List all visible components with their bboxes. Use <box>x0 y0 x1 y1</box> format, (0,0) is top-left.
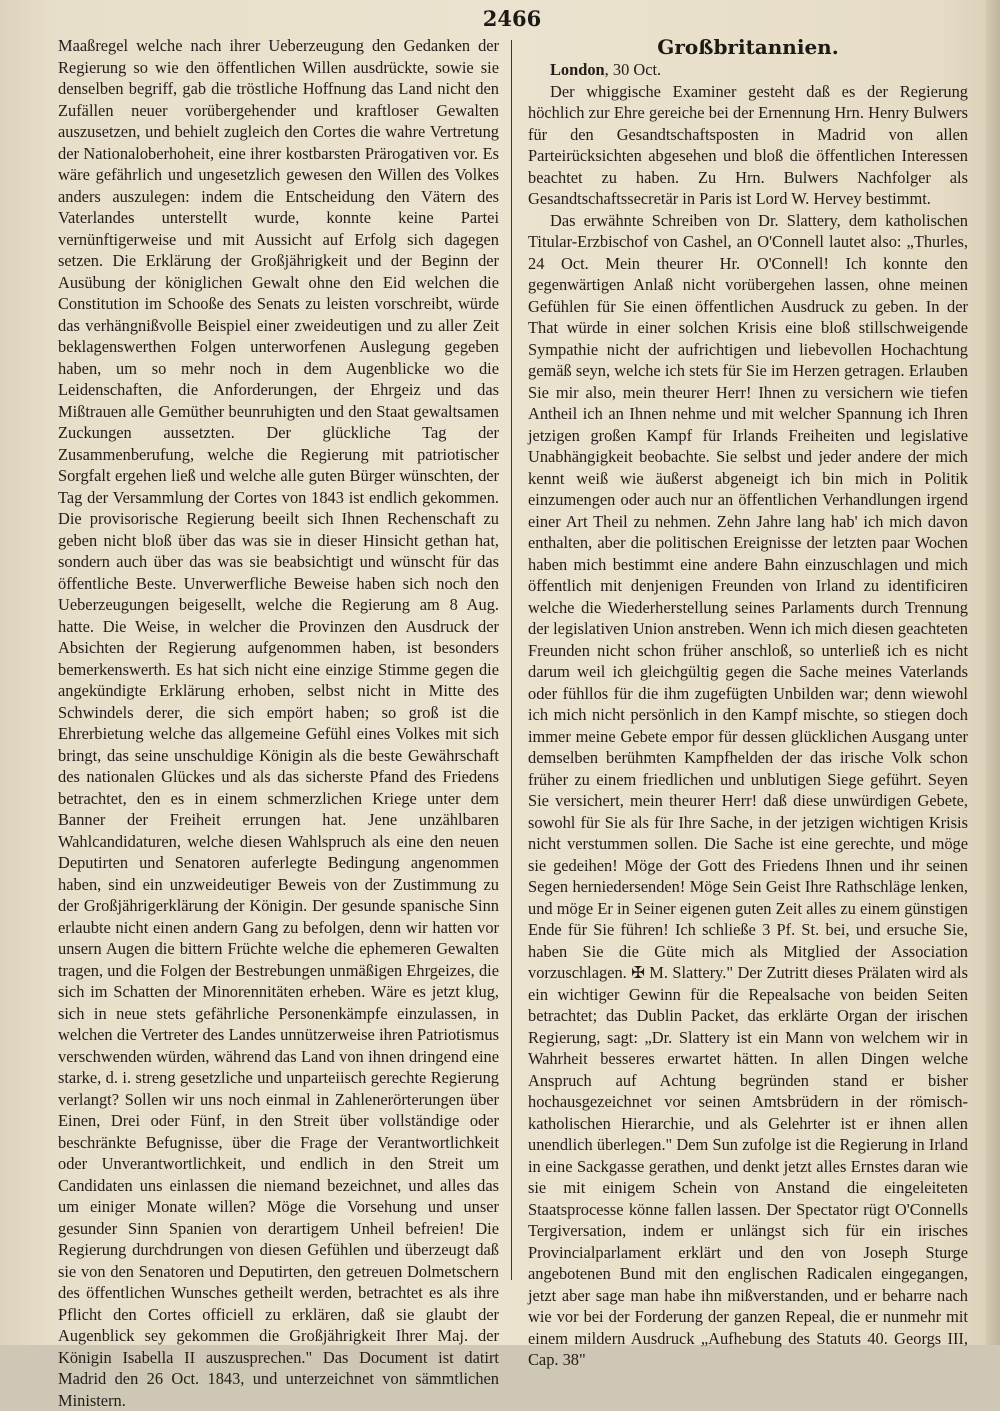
dateline-date: , 30 Oct. <box>604 60 662 79</box>
article-paragraph: Das erwähnte Schreiben von Dr. Slattery, dem katholischen Titular-Erzbischof von Cashel, an O'Connell lautet also: „Thurles, 24 Oct. Mein theurer Hr. O'Connell! Ich konnte den gegenwärtigen Anlaß nicht vorübergehen lassen, ohne meinen Gefühlen für Sie einen öffentlichen Ausdruck zu geben. In der That würde in einer solchen Krisis eine bloß stillschweigende Sympathie nicht der aufrichtigen und liebevollen Hochachtung gemäß seyn, welche ich stets für Sie im Herzen getragen. Erlauben Sie mir also, mein theurer Herr! Ihnen zu versichern wie tiefen Antheil ich an Ihnen nehme und mit welcher Spannung ich Ihren jetzigen großen Kampf für Irlands Freiheiten und legislative Unabhängigkeit beobachte. Sie selbst und jeder andere der mich kennt weiß wie äußerst abgeneigt ich bin mich in Politik einzumengen oder auch nur an öffentlichen Verhandlungen irgend einer Art Theil zu nehmen. Zehn Jahre lang hab' ich mich davon enthalten, aber die politischen Ereignisse der letzten paar Wochen haben mich bestimmt eine andere Bahn einzuschlagen und mich öffentlich mit denjenigen Freunden von Irland zu identificiren welche die Wiederherstellung seines Parlaments durch Trennung der legislativen Union anstreben. Wenn ich mich diesen geachteten Freunden nicht schon früher anschloß, so unterließ ich es nicht darum weil ich gleichgültig gegen die Sache meines Vaterlands oder fühllos für die ihm zugefügten Unbilden war; denn wiewohl ich mich nicht persönlich in den Kampf mischte, so stiegen doch immer meine Gebete empor für dessen glücklichen Ausgang unter demselben berühmten Kampfhelden der das irische Volk schon früher zu einem friedlichen und unblutigen Siege geführt. Seyen Sie versichert, mein theurer Herr! daß diese unwürdigen Gebete, sowohl für Sie als für Ihre Sache, in der jetzigen wichtigen Krisis nicht verstummen sollen. Die Sache ist eine gerechte, und möge sie gedeihen! Möge der Gott des Friedens Ihnen und ihr seinen Segen herniedersenden! Möge Sein Geist Ihre Rathschläge lenken, und möge Er in Seiner eigenen guten Zeit alles zu einem günstigen Ende für Sie führen! Ich schließe 3 Pf. St. bei, und ersuche Sie, haben Sie die Güte mich als Mitglied der Association vorzuschlagen. ✠ M. Slattery." Der Zutritt dieses Prälaten wird als ein wichtiger Gewinn für die Repealsache von beiden Seiten betrachtet; das Dublin Packet, das erklärte Organ der irischen Regierung, sagt: „Dr. Slattery ist ein Mann von welchem wir in Wahrheit besseres erwartet hätten. In allen Dingen welche Anspruch auf Achtung begründen stand er bisher hochausgezeichnet vor seinen Amtsbrüdern in der römisch-katholischen Hierarchie, und als Gelehrter ist er ihnen allen unendlich überlegen." Dem Sun zufolge ist die Regierung in Irland in eine Sackgasse gerathen, und denkt jetzt alles Ernstes daran wie sie mit einigem Schein von Anstand die eingeleiteten Staatsprocesse könne fallen lassen. Der Spectator rügt O'Connells Tergiversation, indem er unlängst sich für ein irisches Provincialparlament erklärt und den von Joseph Sturge angebotenen Bund mit den englischen Radicalen eingegangen, jetzt aber sage man habe ihn mißverstanden, und er beharre nach wie vor bei der Forderung der ganzen Repeal, die er nunmehr mit einem mildern Ausdruck „Aufhebung des Statuts 40. Georgs III, Cap. 38" <box>528 210 968 1369</box>
left-column <box>58 35 499 1410</box>
section-heading: Großbritannien. <box>657 35 839 59</box>
right-column <box>528 35 968 1369</box>
page-number: 2466 <box>482 6 542 31</box>
dateline-place: London <box>550 60 605 79</box>
dateline <box>528 59 968 81</box>
article-paragraph: Der whiggische Examiner gesteht daß es der Regierung höchlich zur Ehre gereiche bei der Ernennung Hrn. Henry Bulwers für den Gesandtschaftsposten in Madrid von allen Parteirücksichten abgesehen und bloß die öffentlichen Interessen beachtet zu haben. Zu Hrn. Bulwers Nachfolger als Gesandtschaftssecretär in Paris ist Lord W. Hervey bestimmt. <box>528 81 968 208</box>
page-edge-shadow <box>986 0 1000 1345</box>
column-divider <box>511 40 512 1280</box>
left-column-text: Maaßregel welche nach ihrer Ueberzeugung den Gedanken der Regierung so wie den öffentlichen Willen ausdrückte, sowie sie denselben begriff, gab die tröstliche Hoffnung das Land nicht den Zufällen neuer vorübergehender und kraftloser Gewalten auszusetzen, und behielt zugleich den Cortes die wahre Vertretung der Nationaloberhoheit, eine ihrer kostbarsten Prärogativen vor. Es wäre gefährlich und ungesetzlich gewesen den Willen des Volkes anders auszulegen: indem die Entscheidung den Vätern des Vaterlandes unterstellt wurde, konnte keine Partei vernünftigerweise und mit Aussicht auf Erfolg sich dagegen setzen. Die Erklärung der Großjährigkeit und der Beginn der Ausübung der königlichen Gewalt ohne den Eid welchen die Constitution im Schooße des Senats zu leisten vorschreibt, würde das verhängnißvolle Beispiel einer zweideutigen und zu aller Zeit beklagenswerthen Folgen unterworfenen Auslegung gegeben haben, um so mehr noch in dem Augenblicke wo die Leidenschaften, die Anforderungen, der Ehrgeiz und das Mißtrauen alle Gemüther beunruhigten und den Staat gewaltsamen Zuckungen aussetzten. Der glückliche Tag der Zusammenberufung, welche die Regierung mit patriotischer Sorgfalt ergehen ließ und welche alle guten Bürger wünschten, der Tag der Versammlung der Cortes von 1843 ist endlich gekommen. Die provisorische Regierung beeilt sich Ihnen Rechenschaft zu geben nicht bloß über das was sie in dieser Hinsicht gethan hat, sondern auch über das was sie beabsichtigt und wünscht für das öffentliche Beste. Unverwerfliche Beweise haben sich noch den Ueberzeugungen beigesellt, welche die Regierung am 8 Aug. hatte. Die Weise, in welcher die Provinzen den Ausdruck der Absichten der Regierung aufgenommen haben, ist besonders bemerkenswerth. Es hat sich nicht eine einzige Stimme gegen die angekündigte Erklärung erhoben, selbst nicht in Mitte des Schwindels derer, die sich empört haben; so groß ist die Ehrerbietung welche das allgemeine Gefühl eines Volkes mit sich bringt, das seine unschuldige Königin als die beste Gewährschaft des nationalen Glückes und als das sicherste Pfand des Friedens betrachtet, den es in einem schmerzlichen Kriege unter dem Banner der Freiheit errungen hat. Jene unzählbaren Wahlcandidaturen, welche diesen Wahlspruch als eine den neuen Deputirten und Senatoren auferlegte Bedingung angenommen haben, sind ein unzweideutiger Beweis von der Zustimmung zu der Großjährigerklärung der Königin. Der gesunde spanische Sinn erlaubte nicht einen andern Gang zu befolgen, denn wir hatten vor unsern Augen die bittern Früchte welche die ephemeren Gewalten tragen, und die Folgen der Bestrebungen unmäßigen Ehrgeizes, die sich im Schatten der Minorennitäten erheben. Wäre es jetzt klug, sich in neue stets gefährliche Personenkämpfe einzulassen, in welchen die Vertreter des Landes unnützerweise ihren Patriotismus verschwenden würden, während das Land von ihnen dringend eine starke, d. i. streng gesetzliche und unparteiisch gerechte Regierung verlangt? Sollen wir uns noch einmal in Zahlenerörterungen über Einen, Drei oder Fünf, in den Streit über vollständige oder beschränkte Befugnisse, über die Frage der Verantwortlichkeit oder Unverantwortlichkeit, und endlich in den Streit um Candidaten uns einlassen die niemand bezeichnet, und alles das um einiger Monate willen? Möge die Vorsehung und unser gesunder Sinn Spanien von derartigem Unheil befreien! Die Regierung durchdrungen von diesen Gefühlen und überzeugt daß sie von den Senatoren und Deputirten, den getreuen Dolmetschern des öffentlichen Wunsches getheilt werden, betrachtet es als ihre Pflicht den Cortes officiell zu erklären, daß sie glaubt der Augenblick sey gekommen die Großjährigkeit Ihrer Maj. der Königin Isabella II auszusprechen." Das Document ist datirt Madrid den 26 Oct. 1843, und unterzeichnet von sämmtlichen Ministern. <box>58 36 499 1410</box>
